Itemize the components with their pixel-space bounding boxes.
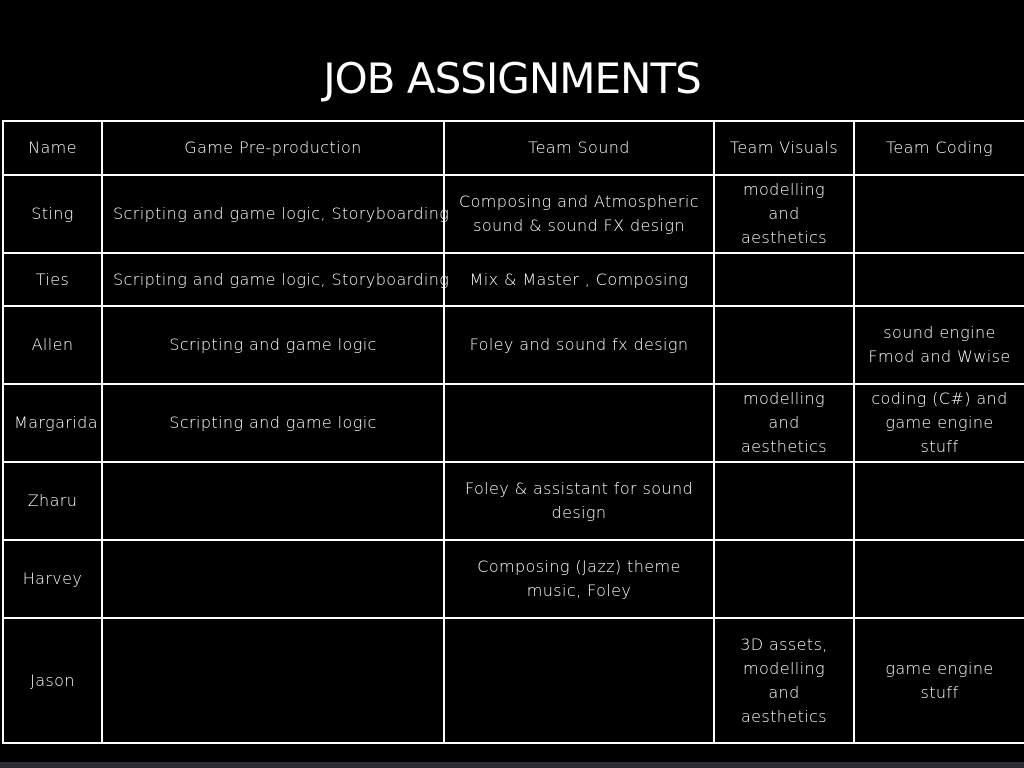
cell-sound bbox=[444, 618, 714, 743]
cell-name: Jason bbox=[3, 618, 102, 743]
cell-visuals: modelling and aesthetics bbox=[714, 384, 854, 462]
cell-visuals bbox=[714, 253, 854, 306]
cell-sound: Mix & Master , Composing bbox=[444, 253, 714, 306]
cell-name: Margarida bbox=[3, 384, 102, 462]
cell-preproduction: Scripting and game logic, Storyboarding bbox=[102, 253, 444, 306]
table-row bbox=[3, 253, 1024, 306]
cell-name: Ties bbox=[3, 253, 102, 306]
table-row bbox=[3, 540, 1024, 618]
cell-sound: Foley & assistant for sound design bbox=[444, 462, 714, 540]
bottom-bar bbox=[0, 762, 1024, 768]
cell-preproduction: Scripting and game logic, Storyboarding bbox=[102, 175, 444, 253]
cell-visuals bbox=[714, 540, 854, 618]
job-assignments-table bbox=[2, 120, 1024, 744]
table-row bbox=[3, 384, 1024, 462]
cell-coding bbox=[854, 253, 1024, 306]
cell-preproduction: Scripting and game logic bbox=[102, 306, 444, 384]
table-header-row bbox=[3, 121, 1024, 175]
cell-preproduction bbox=[102, 540, 444, 618]
table-row bbox=[3, 306, 1024, 384]
cell-coding bbox=[854, 540, 1024, 618]
cell-coding bbox=[854, 462, 1024, 540]
header-team-sound: Team Sound bbox=[444, 121, 714, 175]
slide-title: JOB ASSIGNMENTS bbox=[323, 54, 701, 103]
cell-visuals bbox=[714, 306, 854, 384]
header-name: Name bbox=[3, 121, 102, 175]
cell-visuals: modelling and aesthetics bbox=[714, 175, 854, 253]
cell-coding: sound engine Fmod and Wwise bbox=[854, 306, 1024, 384]
table-row bbox=[3, 618, 1024, 743]
cell-sound bbox=[444, 384, 714, 462]
cell-visuals: 3D assets, modelling and aesthetics bbox=[714, 618, 854, 743]
cell-visuals bbox=[714, 462, 854, 540]
header-team-visuals: Team Visuals bbox=[714, 121, 854, 175]
cell-preproduction bbox=[102, 618, 444, 743]
cell-coding: coding (C#) and game engine stuff bbox=[854, 384, 1024, 462]
cell-sound: Composing (Jazz) theme music, Foley bbox=[444, 540, 714, 618]
header-team-coding: Team Coding bbox=[854, 121, 1024, 175]
cell-preproduction bbox=[102, 462, 444, 540]
cell-name: Allen bbox=[3, 306, 102, 384]
cell-sound: Foley and sound fx design bbox=[444, 306, 714, 384]
table-row bbox=[3, 175, 1024, 253]
cell-name: Harvey bbox=[3, 540, 102, 618]
cell-coding bbox=[854, 175, 1024, 253]
cell-name: Sting bbox=[3, 175, 102, 253]
cell-preproduction: Scripting and game logic bbox=[102, 384, 444, 462]
cell-name: Zharu bbox=[3, 462, 102, 540]
cell-sound: Composing and Atmospheric sound & sound FX design bbox=[444, 175, 714, 253]
cell-coding: game engine stuff bbox=[854, 618, 1024, 743]
table-row bbox=[3, 462, 1024, 540]
header-game-preproduction: Game Pre-production bbox=[102, 121, 444, 175]
